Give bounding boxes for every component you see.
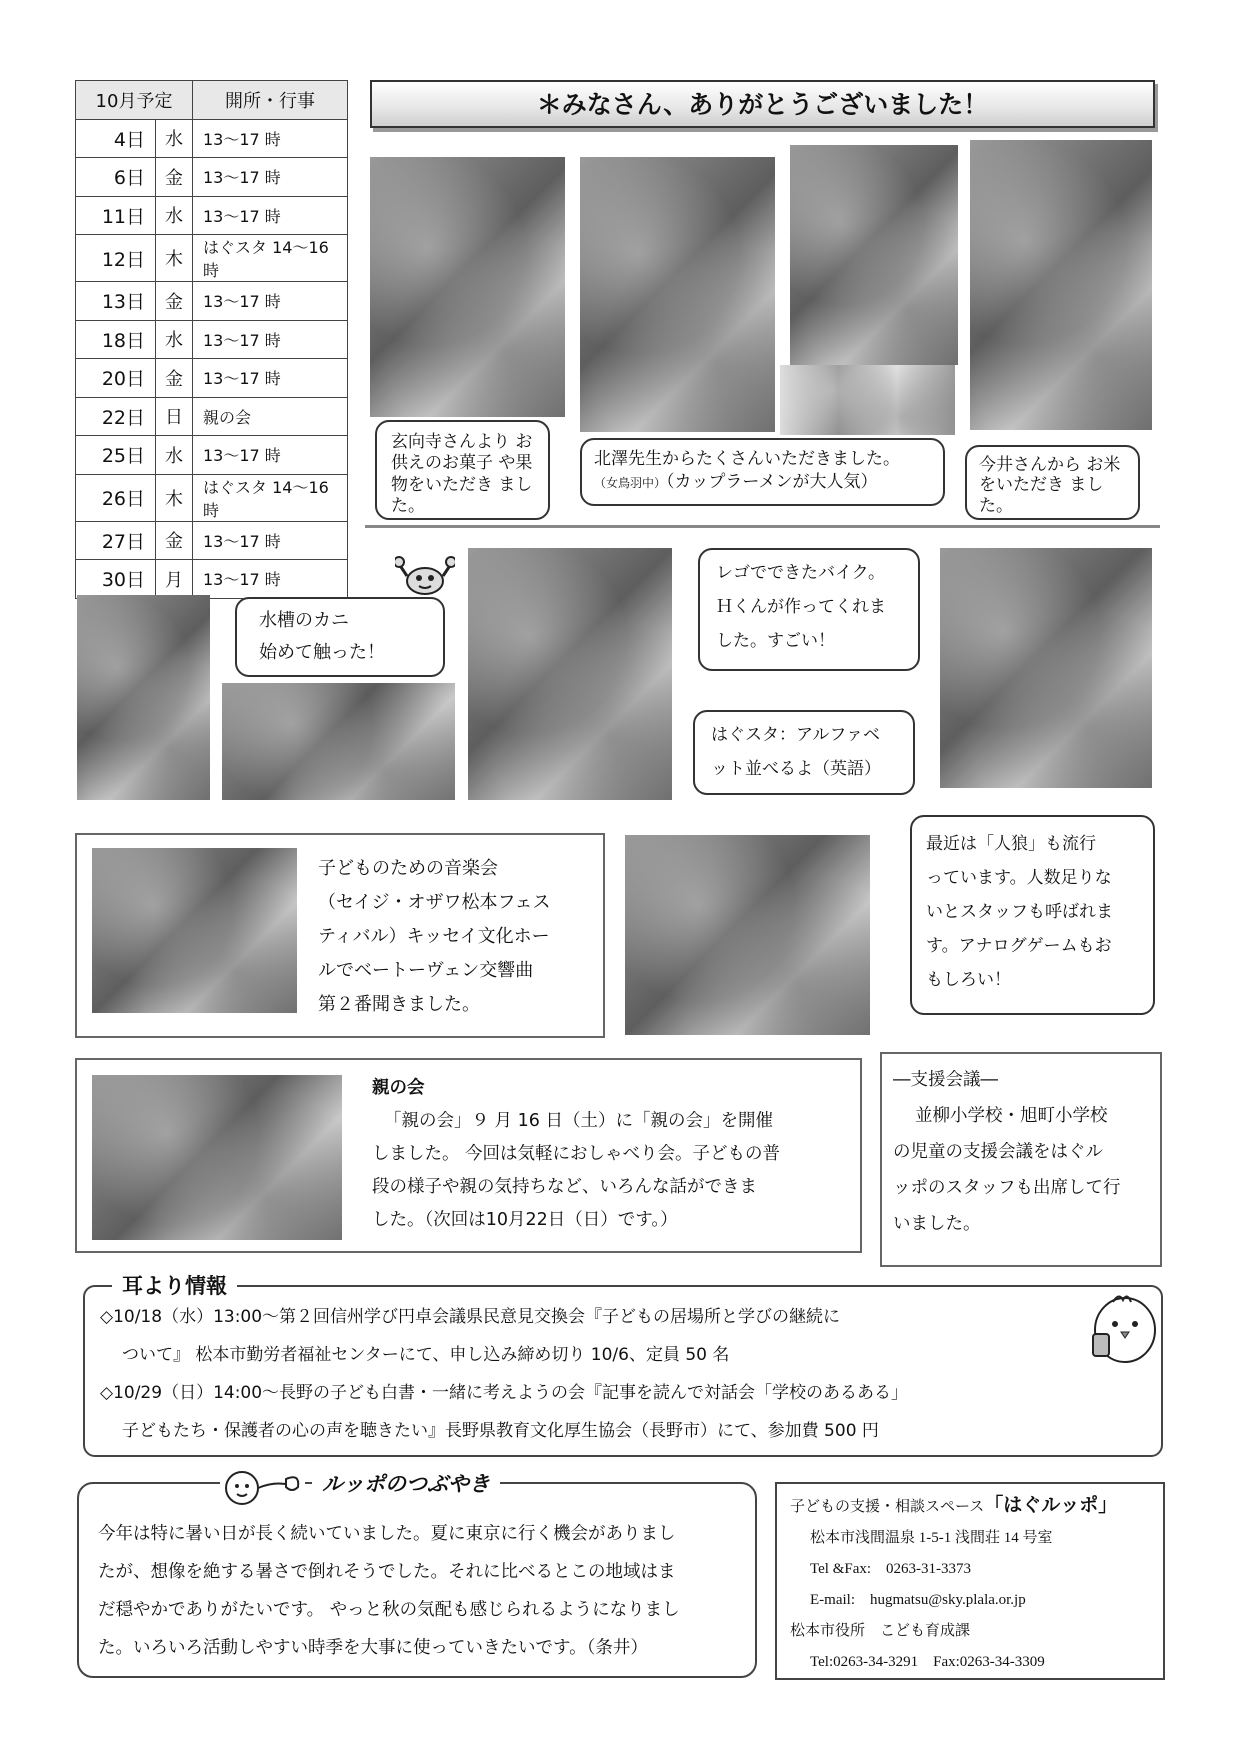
mimi-heading: 耳より情報 (112, 1270, 237, 1300)
schedule-row (76, 282, 348, 321)
schedule-weekday: 金 (156, 158, 193, 197)
contact-org (790, 1490, 1160, 1523)
schedule-day: 11日 (76, 196, 156, 235)
concert-line3: ティバル）キッセイ文化ホー (318, 926, 550, 947)
schedule-row (76, 521, 348, 560)
shien-text (893, 1062, 1158, 1242)
contact-text (790, 1490, 1160, 1678)
schedule-day: 26日 (76, 474, 156, 521)
photo-snacks-bags (580, 157, 775, 432)
photo-rice-bags (970, 140, 1152, 430)
photo-crab-tank (222, 683, 455, 800)
caption-kitazawa (580, 438, 945, 506)
caption-temple-text: 玄向寺さんより お供えのお菓子 や果物をいただき ました。 (391, 432, 533, 516)
schedule-table (75, 80, 348, 599)
concert-text (318, 852, 598, 1022)
schedule-weekday: 木 (156, 474, 193, 521)
lego-bubble-line3: した。すごい！ (716, 631, 835, 651)
crab-icon (395, 548, 455, 603)
schedule-weekday: 木 (156, 235, 193, 282)
schedule-row (76, 158, 348, 197)
mimi-line4: 子どもたち・保護者の心の声を聴きたい』長野県教育文化厚生協会（長野市）にて、参加費 500 円 (122, 1421, 879, 1441)
schedule-event: 13～17 時 (193, 282, 348, 321)
crab-bubble-line1: 水槽のカニ (259, 610, 349, 631)
concert-line4: ルでベートーヴェン交響曲 (318, 960, 534, 981)
oya-line3: 段の様子や親の気持ちなど、いろんな話ができま (372, 1177, 757, 1197)
photo-jinro-game (625, 835, 870, 1035)
jinro-line2: っています。人数足りな (926, 868, 1112, 888)
contact-address: 松本市浅間温泉 1-5-1 浅間荘 14 号室 (810, 1530, 1053, 1546)
schedule-row (76, 196, 348, 235)
mimi-text (100, 1298, 1080, 1450)
contact-tel: Tel &Fax: 0263-31-3373 (810, 1561, 972, 1577)
schedule-day: 18日 (76, 320, 156, 359)
oya-line2: しました。 今回は気軽におしゃべり会。子どもの普 (372, 1144, 781, 1164)
lego-bubble-line2: Ｈくんが作ってくれま (716, 597, 886, 617)
schedule-row (76, 359, 348, 398)
schedule-event: 13～17 時 (193, 521, 348, 560)
shien-line1: 並柳小学校・旭町小学校 (915, 1106, 1108, 1126)
mimi-line1: ◇10/18（水）13:00～第２回信州学び円卓会議県民意見交換会『子どもの居場所と学びの継続に (100, 1307, 841, 1327)
caption-cupnoodle: （カップラーメンが大人気） (666, 471, 878, 492)
contact-org-prefix: 子どもの支援・相談スペース (790, 1499, 985, 1515)
schedule-day: 20日 (76, 359, 156, 398)
shien-line4: いました。 (893, 1214, 981, 1234)
schedule-event: 13～17 時 (193, 359, 348, 398)
schedule-event: 13～17 時 (193, 119, 348, 158)
photo-cup-noodles (790, 145, 958, 365)
contact-city: 松本市役所 こども育成課 (790, 1623, 971, 1639)
jinro-bubble (910, 815, 1155, 1015)
tsubuyaki-line3: だ穏やかでありがたいです。 やっと秋の気配も感じられるようになりまし (98, 1600, 680, 1620)
monkey-icon (220, 1463, 305, 1513)
schedule-weekday: 水 (156, 196, 193, 235)
jinro-line3: いとスタッフも呼ばれま (926, 902, 1113, 922)
caption-imai (965, 445, 1140, 520)
contact-email[interactable]: E-mail: hugmatsu@sky.plala.or.jp (810, 1592, 1026, 1608)
hagusta-bubble (693, 710, 915, 795)
schedule-weekday: 金 (156, 282, 193, 321)
schedule-day: 6日 (76, 158, 156, 197)
schedule-event: 13～17 時 (193, 320, 348, 359)
tsubuyaki-line1: 今年は特に暑い日が長く続いていました。夏に東京に行く機会がありまし (98, 1524, 676, 1544)
jinro-line1: 最近は「人狼」も流行 (926, 834, 1096, 854)
schedule-header-month: 10月予定 (76, 81, 193, 120)
contact-org-name: 「はぐルッポ」 (984, 1494, 1118, 1516)
oya-heading: 親の会 (372, 1078, 425, 1098)
shien-line2: の児童の支援会議をはぐル (893, 1142, 1103, 1162)
schedule-event: はぐスタ 14～16 時 (193, 474, 348, 521)
photo-noodle-packs (780, 365, 955, 435)
caption-temple (375, 420, 550, 520)
photo-alphabet-game (940, 548, 1152, 788)
schedule-event: はぐスタ 14～16 時 (193, 235, 348, 282)
mimi-line3: ◇10/29（日）14:00～長野の子ども白書・一緒に考えようの会『記事を読んで対話会「学校のあるある」 (100, 1383, 909, 1403)
schedule-event: 13～17 時 (193, 196, 348, 235)
hagusta-bubble-line2: ット並べるよ（英語） (711, 759, 881, 779)
mimi-line2: ついて』 松本市勤労者福祉センターにて、申し込み締め切り 10/6、定員 50 名 (122, 1345, 730, 1365)
tsubuyaki-line4: た。いろいろ活動しやすい時季を大事に使っていきたいです。（条井） (98, 1638, 648, 1658)
shien-heading: ―支援会議― (893, 1070, 998, 1090)
schedule-weekday: 月 (156, 560, 193, 599)
lego-bubble-line1: レゴでできたバイク。 (716, 563, 885, 583)
shien-line3: ッポのスタッフも出席して行 (893, 1178, 1121, 1198)
schedule-row (76, 436, 348, 475)
schedule-row (76, 474, 348, 521)
schedule-event: 13～17 時 (193, 560, 348, 599)
photo-parents-meeting (92, 1075, 342, 1240)
caption-imai-text: 今井さんから お米をいただき ました。 (979, 455, 1121, 516)
schedule-row (76, 397, 348, 436)
jinro-line5: もしろい！ (926, 970, 1011, 990)
chick-icon (1085, 1288, 1160, 1366)
schedule-day: 27日 (76, 521, 156, 560)
concert-line1: 子どものための音楽会 (318, 858, 498, 879)
schedule-day: 22日 (76, 397, 156, 436)
lego-bubble (698, 548, 920, 671)
schedule-header-event: 開所・行事 (193, 81, 348, 120)
caption-school: （女鳥羽中） (594, 475, 667, 490)
caption-kitazawa-line1: 北澤先生からたくさんいただきました。 (594, 449, 900, 469)
contact-city-tel: Tel:0263-34-3291 Fax:0263-34-3309 (810, 1654, 1045, 1670)
oya-line4: した。（次回は10月22日（日）です。） (372, 1210, 678, 1230)
schedule-day: 4日 (76, 119, 156, 158)
section-divider (365, 525, 1160, 528)
schedule-event: 13～17 時 (193, 158, 348, 197)
schedule-row (76, 119, 348, 158)
schedule-weekday: 水 (156, 119, 193, 158)
tsubuyaki-heading: ルッポのつぶやき (312, 1468, 500, 1498)
schedule-weekday: 金 (156, 359, 193, 398)
photo-temple-donation (370, 157, 565, 417)
schedule-day: 13日 (76, 282, 156, 321)
schedule-day: 25日 (76, 436, 156, 475)
photo-concert-hall (92, 848, 297, 1013)
concert-line2: （セイジ・オザワ松本フェス (318, 892, 551, 913)
schedule-weekday: 金 (156, 521, 193, 560)
crab-bubble (235, 597, 445, 677)
crab-bubble-line2: 始めて触った！ (259, 642, 385, 663)
schedule-weekday: 水 (156, 436, 193, 475)
schedule-event: 親の会 (193, 397, 348, 436)
photo-lego-bike (468, 548, 672, 800)
schedule-weekday: 日 (156, 397, 193, 436)
oya-text (372, 1072, 852, 1237)
schedule-row (76, 235, 348, 282)
photo-crab-hand (77, 595, 210, 800)
schedule-day: 12日 (76, 235, 156, 282)
schedule-day: 30日 (76, 560, 156, 599)
tsubuyaki-line2: たが、想像を絶する暑さで倒れそうでした。それに比べるとこの地域はま (98, 1562, 676, 1582)
schedule-event: 13～17 時 (193, 436, 348, 475)
schedule-row (76, 560, 348, 599)
oya-line1: 「親の会」９ 月 16 日（土）に「親の会」を開催 (384, 1111, 773, 1131)
concert-line5: 第２番聞きました。 (318, 994, 480, 1015)
caption-kitazawa-line2 (594, 471, 931, 494)
schedule-row (76, 320, 348, 359)
jinro-line4: す。アナログゲームもお (926, 936, 1112, 956)
tsubuyaki-text (98, 1515, 748, 1667)
thanks-title: ＊みなさん、ありがとうございました！ (370, 80, 1155, 128)
hagusta-bubble-line1: はぐスタ：アルファベ (711, 725, 880, 745)
schedule-weekday: 水 (156, 320, 193, 359)
